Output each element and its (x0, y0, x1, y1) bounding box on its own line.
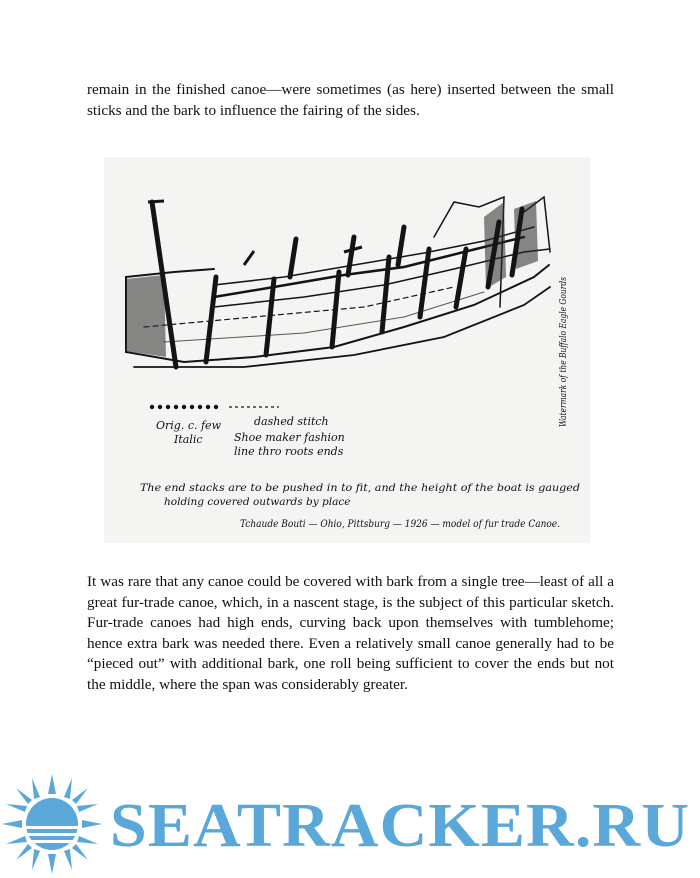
note-bottom-2: holding covered outwards by place (164, 496, 351, 508)
body-paragraph-bottom: It was rare that any canoe could be covered with bark from a single tree—least of all a great fur-trade canoe, which, in a nascent stage, is the subject of this particular sketch. Fur-trade canoes had high ends, curving back upon themselves with tumblehome; hence extra bark was needed there. Even a relatively small canoe generally had to be “pieced out” with additional bark, one roll being sufficient to cover the ends but not the middle, where the span was considerably greater. (87, 573, 614, 693)
note-mid-2: Shoe maker fashion (234, 431, 345, 444)
note-mid-3: line thro roots ends (234, 445, 344, 458)
watermark-banner (0, 772, 700, 878)
sun-burst-icon (2, 774, 102, 874)
canoe-sketch-figure (104, 157, 590, 543)
note-left-1: Orig. c. few (156, 419, 221, 432)
watermark-text: SEATRACKER.RU (110, 792, 690, 860)
body-paragraph-top: remain in the finished canoe—were sometimes (as here) inserted between the small sticks and the bark to influence the fairing of the sides. (87, 81, 614, 119)
canoe-sketch-drawing (104, 157, 590, 543)
note-left-2: Italic (174, 433, 203, 446)
watermark-svg (0, 772, 700, 878)
note-mid-1: dashed stitch (254, 415, 329, 428)
stitch-sample (150, 405, 218, 409)
note-bottom-3: Tchaude Bouti — Ohio, Pittsburg — 1926 — model of fur trade Canoe. (240, 518, 560, 530)
note-vertical: Watermark of the Buffalo Eagle Gourds (558, 237, 569, 427)
note-bottom-1: The end stacks are to be pushed in to fit, and the height of the boat is gauged (140, 482, 581, 494)
